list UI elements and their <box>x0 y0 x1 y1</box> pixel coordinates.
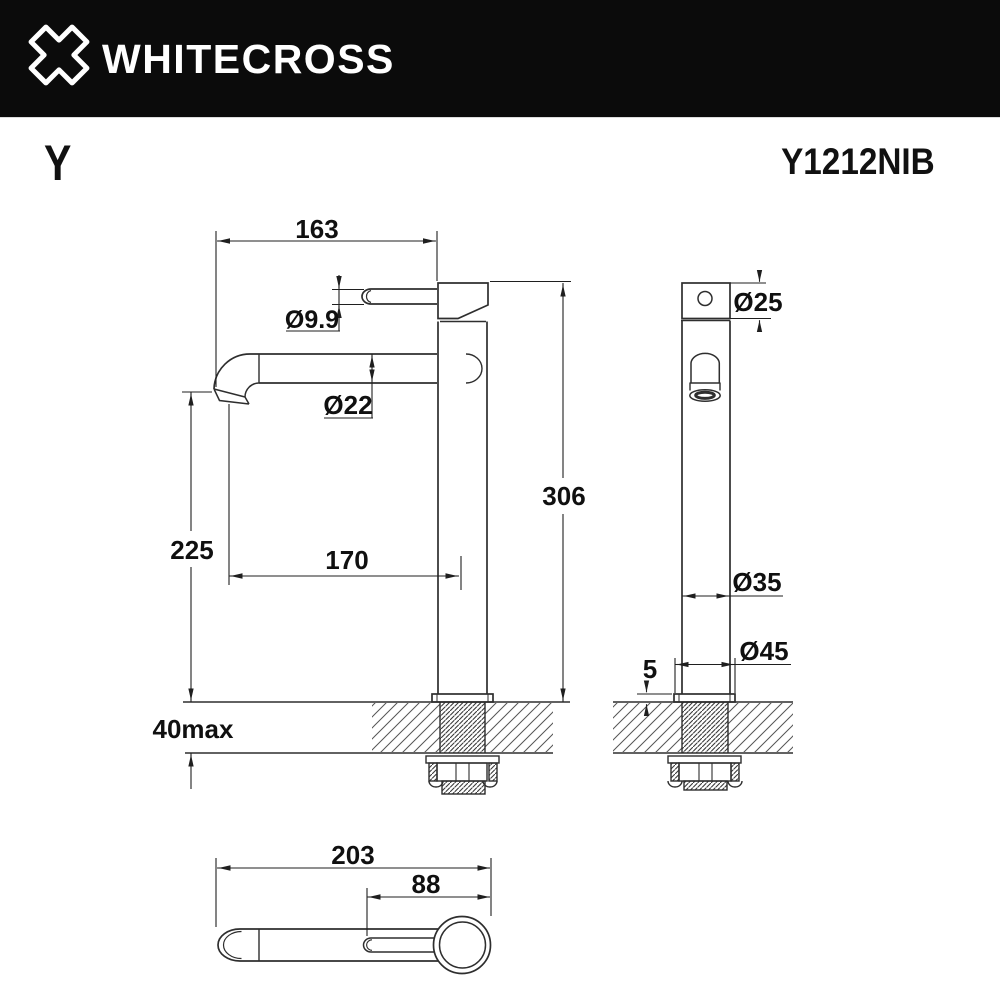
dim-label-d35: Ø35 <box>732 567 782 597</box>
dim-label-d22: Ø22 <box>323 390 373 420</box>
dim-label-40max: 40max <box>152 714 234 744</box>
mounting-nut-front <box>668 756 742 790</box>
dim-label-d25: Ø25 <box>733 287 783 317</box>
dim-label-d9-9: Ø9.9 <box>284 306 340 334</box>
dim-label-225: 225 <box>170 535 214 565</box>
series-label: Y <box>44 135 72 191</box>
dim-label-170: 170 <box>325 545 369 575</box>
front-view <box>613 270 793 790</box>
dim-label-306: 306 <box>542 481 586 511</box>
faucet-front-outline <box>681 283 730 694</box>
model-code: Y1212NIB <box>781 141 935 182</box>
dim-label-d45: Ø45 <box>739 636 789 666</box>
dim-label-5: 5 <box>642 654 658 684</box>
brand-name: WHITECROSS <box>102 36 395 82</box>
counter-section-side <box>183 694 570 753</box>
faucet-top-outline <box>218 917 491 974</box>
faucet-side-outline <box>214 283 488 694</box>
dim-label-203: 203 <box>331 840 375 870</box>
dim-label-88: 88 <box>411 869 441 899</box>
dim-label-163: 163 <box>295 214 339 244</box>
top-view <box>216 840 491 974</box>
side-view <box>153 214 586 794</box>
counter-section-front <box>613 694 793 753</box>
mounting-nut-side <box>426 756 499 794</box>
